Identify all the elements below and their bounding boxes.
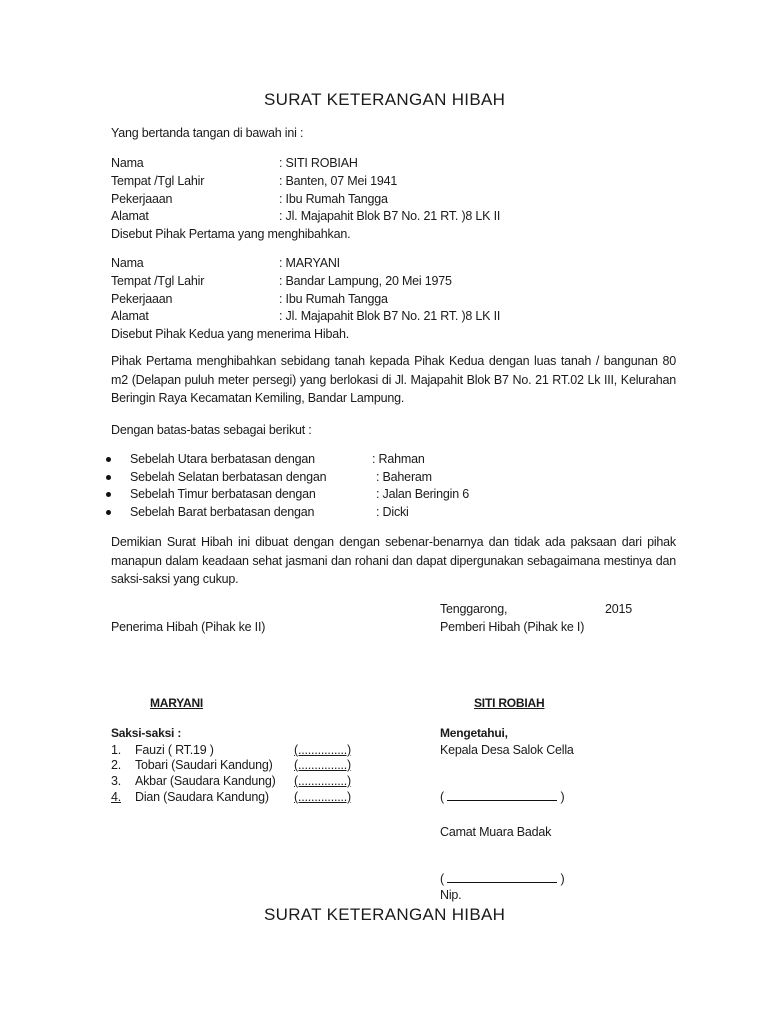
footer-title: SURAT KETERANGAN HIBAH	[264, 905, 506, 924]
party2-value-address: : Jl. Majapahit Blok B7 No. 21 RT. )8 LK II	[279, 309, 501, 323]
witness-name: Tobari (Saudari Kandung)	[135, 758, 273, 772]
closing-paragraph: Demikian Surat Hibah ini dibuat dengan dengan sebenar-benarnya dan tidak ada paksaan dari pihak manapun dalam keadaan sehat jasmani dan rohani dan dapat dipergunakan sebagaimana mestinya dan saksi-saksi yang cukup.	[111, 535, 676, 586]
document-title: SURAT KETERANGAN HIBAH	[264, 90, 506, 109]
boundary-east-label: Sebelah Timur berbatasan dengan	[130, 487, 316, 501]
witness-name: Akbar (Saudara Kandung)	[135, 774, 276, 788]
party2-label-birth: Tempat /Tgl Lahir	[111, 274, 205, 288]
open-paren: (	[440, 872, 444, 886]
intro-text: Yang bertanda tangan di bawah ini :	[111, 126, 304, 140]
district-head-label: Camat Muara Badak	[440, 825, 552, 839]
witness-number: 3.	[111, 774, 122, 788]
place-text: Tenggarong,	[440, 602, 508, 616]
witness-number: 4.	[111, 790, 122, 804]
party1-label-name: Nama	[111, 156, 144, 170]
open-paren: (	[440, 790, 444, 804]
party2-label-address: Alamat	[111, 309, 149, 323]
giver-label: Pemberi Hibah (Pihak ke I)	[440, 620, 585, 634]
known-title: Mengetahui,	[440, 726, 508, 740]
receiver-name: MARYANI	[150, 696, 204, 710]
party1-label-job: Pekerjaaan	[111, 192, 173, 206]
boundary-north-label: Sebelah Utara berbatasan dengan	[130, 452, 315, 466]
party2-label-name: Nama	[111, 256, 144, 270]
boundaries-intro: Dengan batas-batas sebagai berikut :	[111, 423, 312, 437]
signature-blank	[447, 882, 557, 883]
close-paren: )	[560, 872, 565, 886]
witness-signature-blank: (...............)	[294, 743, 352, 757]
witness-signature-blank: (...............)	[294, 790, 352, 804]
party2-value-name: : MARYANI	[279, 256, 340, 270]
party1-value-name: : SITI ROBIAH	[279, 156, 358, 170]
boundary-west-value: : Dicki	[376, 505, 409, 519]
witness-signature-blank: (...............)	[294, 774, 352, 788]
witness-name: Dian (Saudara Kandung)	[135, 790, 269, 804]
bullet-icon	[106, 475, 111, 480]
bullet-icon	[106, 492, 111, 497]
year-text: 2015	[605, 602, 633, 616]
close-paren: )	[560, 790, 565, 804]
party2-value-job: : Ibu Rumah Tangga	[279, 292, 388, 306]
boundary-east-value: : Jalan Beringin 6	[376, 487, 469, 501]
party2-label-job: Pekerjaaan	[111, 292, 173, 306]
receiver-label: Penerima Hibah (Pihak ke II)	[111, 620, 266, 634]
boundary-north-value: : Rahman	[372, 452, 425, 466]
boundary-south-label: Sebelah Selatan berbatasan dengan	[130, 470, 327, 484]
party1-value-birth: : Banten, 07 Mei 1941	[279, 174, 398, 188]
witness-signature-blank: (...............)	[294, 758, 352, 772]
party2-note: Disebut Pihak Kedua yang menerima Hibah.	[111, 327, 349, 341]
bullet-icon	[106, 510, 111, 515]
witness-name: Fauzi ( RT.19 )	[135, 743, 214, 757]
witness-number: 1.	[111, 743, 122, 757]
boundary-west-label: Sebelah Barat berbatasan dengan	[130, 505, 315, 519]
nip-label: Nip.	[440, 888, 462, 902]
boundary-south-value: : Baheram	[376, 470, 432, 484]
party1-label-birth: Tempat /Tgl Lahir	[111, 174, 205, 188]
party1-value-address: : Jl. Majapahit Blok B7 No. 21 RT. )8 LK II	[279, 209, 501, 223]
party1-note: Disebut Pihak Pertama yang menghibahkan.	[111, 227, 351, 241]
village-head-signature-line	[440, 788, 565, 806]
giver-name: SITI ROBIAH	[474, 696, 545, 710]
party2-value-birth: : Bandar Lampung, 20 Mei 1975	[279, 274, 452, 288]
signature-blank	[447, 800, 557, 801]
village-head-label: Kepala Desa Salok Cella	[440, 743, 574, 757]
witnesses-title: Saksi-saksi :	[111, 726, 182, 740]
witness-number: 2.	[111, 758, 122, 772]
bullet-icon	[106, 457, 111, 462]
grant-paragraph: Pihak Pertama menghibahkan sebidang tanah kepada Pihak Kedua dengan luas tanah / bangunan 80 m2 (Delapan puluh meter persegi) yang berlokasi di Jl. Majapahit Blok B7 No. 21 RT.02 Lk III, Kelurahan Beringin Raya Kecamatan Kemiling, Bandar Lampung.	[111, 354, 676, 405]
party1-value-job: : Ibu Rumah Tangga	[279, 192, 388, 206]
party1-label-address: Alamat	[111, 209, 149, 223]
